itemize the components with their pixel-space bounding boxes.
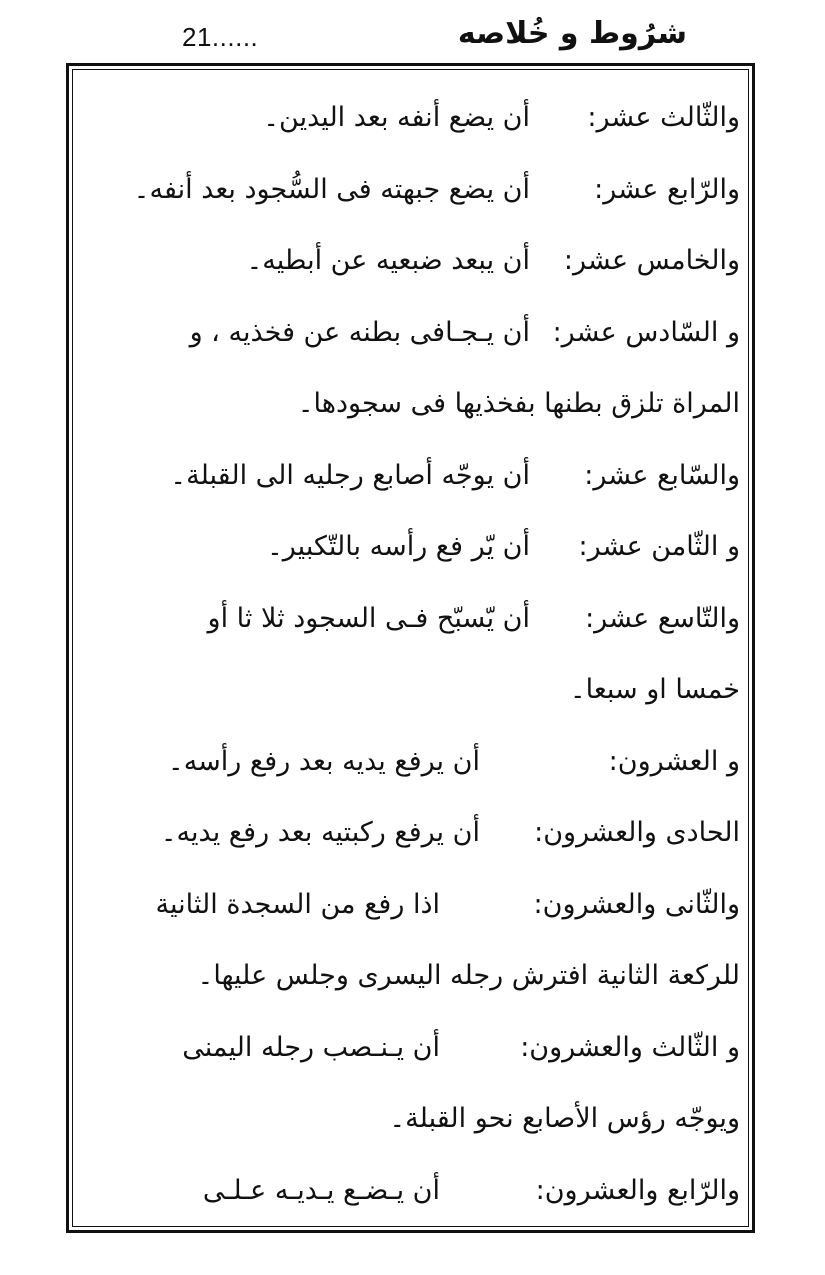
text-line: [100, 154, 740, 226]
book-title: شرُوط و خُلاصه: [457, 16, 687, 51]
line-label: و الثّامن عشر:: [578, 531, 740, 562]
line-label: والسّابع عشر:: [584, 459, 740, 491]
text-line: [100, 511, 740, 583]
line-text: أن يبعد ضبعيه عن أبطيه۔: [246, 245, 530, 276]
text-line: [100, 726, 740, 798]
line-text: المراة تلزق بطنها بفخذيها فى سجودها۔: [297, 388, 740, 419]
line-text: خمسا او سبعا۔: [569, 674, 740, 705]
text-line: [100, 583, 740, 655]
document-body: [100, 82, 740, 1226]
text-line: [100, 1012, 740, 1084]
line-text: أن يـجـافى بطنه عن فخذيه ، و: [189, 316, 530, 348]
line-text: أن يضع أنفه بعد اليدين۔: [263, 102, 530, 133]
line-label: والرّابع عشر:: [594, 173, 740, 205]
line-label: و السّادس عشر:: [552, 316, 740, 348]
line-label: والتّاسع عشر:: [585, 602, 740, 634]
line-text: أن يرفع يديه بعد رفع رأسه۔: [167, 745, 480, 777]
text-line: [100, 797, 740, 869]
line-text: اذا رفع من السجدة الثانية: [155, 888, 440, 920]
text-line: [100, 440, 740, 512]
text-line: [100, 654, 740, 726]
text-line: [100, 1155, 740, 1227]
line-text: أن يّر فع رأسه بالتّكبير۔: [266, 531, 530, 562]
line-label: و الثّالث والعشرون:: [520, 1031, 740, 1063]
line-text: أن يوجّه أصابع رجليه الى القبلة۔: [170, 459, 530, 491]
line-text: أن يـضـع يـديـه عـلـى: [202, 1174, 440, 1206]
line-label: والثّانى والعشرون:: [533, 888, 740, 920]
text-line: [100, 368, 740, 440]
line-text: للركعة الثانية افترش رجله اليسرى وجلس عليها۔: [197, 960, 740, 991]
text-line: [100, 1083, 740, 1155]
line-label: والخامس عشر:: [563, 245, 740, 276]
line-text: أن يّسبّح فـى السجود ثلا ثا أو: [207, 602, 530, 634]
line-label: والرّابع والعشرون:: [535, 1174, 740, 1206]
line-text: أن يضع جبهته فى السُّجود بعد أنفه۔: [133, 173, 530, 205]
line-label: و العشرون:: [608, 745, 740, 777]
line-text: أن يـنـصب رجله اليمنى: [182, 1031, 440, 1063]
text-line: [100, 869, 740, 941]
page-header: [0, 14, 825, 64]
text-line: [100, 940, 740, 1012]
text-line: [100, 297, 740, 369]
line-text: ويوجّه رؤس الأصابع نحو القبلة۔: [389, 1103, 740, 1134]
line-text: أن يرفع ركبتيه بعد رفع يديه۔: [160, 817, 480, 848]
line-label: الحادى والعشرون:: [534, 817, 740, 848]
line-label: والثّالث عشر:: [587, 102, 740, 133]
page-number: 21......: [182, 22, 259, 52]
text-line: [100, 225, 740, 297]
text-line: [100, 82, 740, 154]
